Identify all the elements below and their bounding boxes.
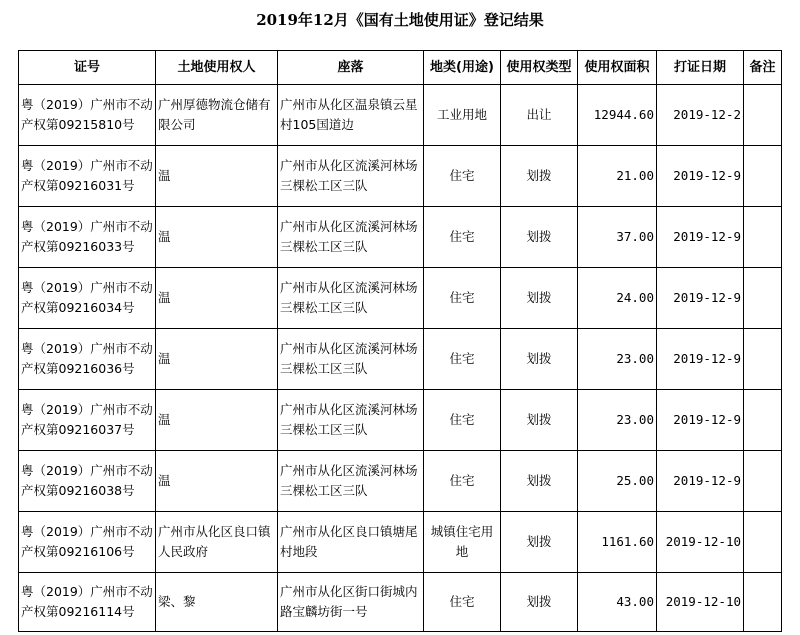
table-row [19, 207, 782, 268]
area-cell: 12944.60 [578, 85, 657, 146]
land-holder-cell: 广州厚德物流仓储有限公司 [156, 85, 278, 146]
land-category-cell: 住宅 [424, 329, 501, 390]
remark-cell [744, 512, 782, 573]
header-row [19, 51, 782, 85]
land-holder-cell: 温 [156, 268, 278, 329]
location-cell: 广州市从化区良口镇塘尾村地段 [278, 512, 424, 573]
table-row [19, 512, 782, 573]
land-holder-cell: 温 [156, 146, 278, 207]
table-row [19, 268, 782, 329]
location-cell: 广州市从化区流溪河林场三棵松工区三队 [278, 451, 424, 512]
area-cell: 43.00 [578, 573, 657, 632]
header-cert-number: 证号 [19, 51, 156, 85]
table-row [19, 85, 782, 146]
location-cell: 广州市从化区流溪河林场三棵松工区三队 [278, 268, 424, 329]
cert-number-cell: 粤（2019）广州市不动产权第09215810号 [19, 85, 156, 146]
remark-cell [744, 329, 782, 390]
table-row [19, 329, 782, 390]
land-holder-cell: 温 [156, 451, 278, 512]
location-cell: 广州市从化区流溪河林场三棵松工区三队 [278, 390, 424, 451]
issue-date-cell: 2019-12-9 [657, 268, 744, 329]
table-row [19, 451, 782, 512]
location-cell: 广州市从化区温泉镇云星村105国道边 [278, 85, 424, 146]
remark-cell [744, 85, 782, 146]
header-area: 使用权面积 [578, 51, 657, 85]
area-cell: 25.00 [578, 451, 657, 512]
issue-date-cell: 2019-12-9 [657, 207, 744, 268]
cert-number-cell: 粤（2019）广州市不动产权第09216034号 [19, 268, 156, 329]
header-location: 座落 [278, 51, 424, 85]
cert-number-cell: 粤（2019）广州市不动产权第09216033号 [19, 207, 156, 268]
table-row [19, 146, 782, 207]
rights-type-cell: 划拨 [501, 451, 578, 512]
remark-cell [744, 146, 782, 207]
cert-number-cell: 粤（2019）广州市不动产权第09216106号 [19, 512, 156, 573]
issue-date-cell: 2019-12-10 [657, 512, 744, 573]
table-row [19, 390, 782, 451]
land-category-cell: 住宅 [424, 573, 501, 632]
rights-type-cell: 划拨 [501, 146, 578, 207]
land-category-cell: 住宅 [424, 207, 501, 268]
rights-type-cell: 划拨 [501, 573, 578, 632]
rights-type-cell: 划拨 [501, 329, 578, 390]
header-land-holder: 土地使用权人 [156, 51, 278, 85]
remark-cell [744, 207, 782, 268]
issue-date-cell: 2019-12-9 [657, 390, 744, 451]
land-holder-cell: 温 [156, 329, 278, 390]
page-title: 2019年12月《国有土地使用证》登记结果 [256, 11, 544, 29]
rights-type-cell: 划拨 [501, 268, 578, 329]
header-issue-date: 打证日期 [657, 51, 744, 85]
rights-type-cell: 出让 [501, 85, 578, 146]
area-cell: 37.00 [578, 207, 657, 268]
area-cell: 1161.60 [578, 512, 657, 573]
rights-type-cell: 划拨 [501, 512, 578, 573]
land-category-cell: 住宅 [424, 390, 501, 451]
land-holder-cell: 温 [156, 207, 278, 268]
area-cell: 21.00 [578, 146, 657, 207]
remark-cell [744, 390, 782, 451]
rights-type-cell: 划拨 [501, 207, 578, 268]
remark-cell [744, 573, 782, 632]
header-remark: 备注 [744, 51, 782, 85]
land-category-cell: 工业用地 [424, 85, 501, 146]
header-rights-type: 使用权类型 [501, 51, 578, 85]
rights-type-cell: 划拨 [501, 390, 578, 451]
land-category-cell: 住宅 [424, 268, 501, 329]
land-holder-cell: 广州市从化区良口镇人民政府 [156, 512, 278, 573]
cert-number-cell: 粤（2019）广州市不动产权第09216114号 [19, 573, 156, 632]
land-holder-cell: 温 [156, 390, 278, 451]
issue-date-cell: 2019-12-9 [657, 329, 744, 390]
issue-date-cell: 2019-12-9 [657, 451, 744, 512]
land-category-cell: 城镇住宅用地 [424, 512, 501, 573]
issue-date-cell: 2019-12-9 [657, 146, 744, 207]
register-table [18, 50, 782, 632]
location-cell: 广州市从化区流溪河林场三棵松工区三队 [278, 146, 424, 207]
header-land-category: 地类(用途) [424, 51, 501, 85]
cert-number-cell: 粤（2019）广州市不动产权第09216036号 [19, 329, 156, 390]
land-category-cell: 住宅 [424, 146, 501, 207]
remark-cell [744, 451, 782, 512]
area-cell: 23.00 [578, 329, 657, 390]
issue-date-cell: 2019-12-2 [657, 85, 744, 146]
area-cell: 23.00 [578, 390, 657, 451]
remark-cell [744, 268, 782, 329]
location-cell: 广州市从化区流溪河林场三棵松工区三队 [278, 329, 424, 390]
cert-number-cell: 粤（2019）广州市不动产权第09216037号 [19, 390, 156, 451]
location-cell: 广州市从化区街口街城内路宝麟坊街一号 [278, 573, 424, 632]
cert-number-cell: 粤（2019）广州市不动产权第09216031号 [19, 146, 156, 207]
table-row [19, 573, 782, 632]
land-holder-cell: 梁、黎 [156, 573, 278, 632]
land-category-cell: 住宅 [424, 451, 501, 512]
location-cell: 广州市从化区流溪河林场三棵松工区三队 [278, 207, 424, 268]
issue-date-cell: 2019-12-10 [657, 573, 744, 632]
cert-number-cell: 粤（2019）广州市不动产权第09216038号 [19, 451, 156, 512]
area-cell: 24.00 [578, 268, 657, 329]
